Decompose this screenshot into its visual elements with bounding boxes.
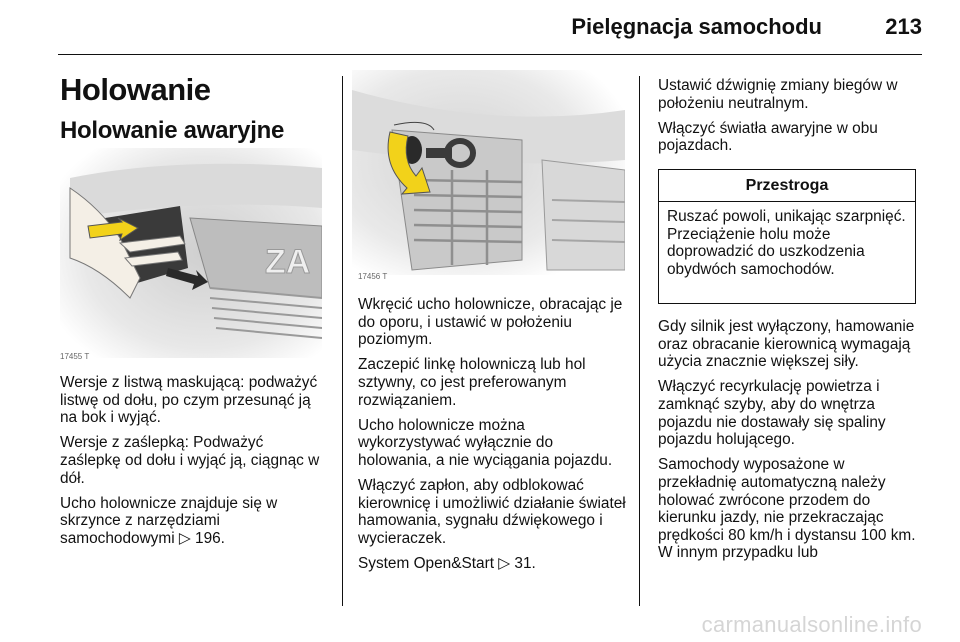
left-column-text	[60, 374, 328, 555]
figure-label: 17456 T	[358, 272, 388, 281]
figure-label: 17455 T	[60, 352, 90, 361]
page-header-title: Pielęgnacja samochodu	[571, 14, 822, 39]
column-divider-left	[342, 76, 343, 606]
paragraph: Ustawić dźwignię zmiany biegów w położeniu neutralnym.	[658, 77, 898, 112]
right-column-text-bottom	[658, 318, 920, 570]
warning-title: Przestroga	[659, 170, 915, 202]
figure-remove-cover	[60, 148, 322, 358]
svg-text:ZA: ZA	[265, 243, 311, 281]
section-heading: Holowanie	[60, 72, 211, 107]
paragraph: Włączyć zapłon, aby odblokować kierownicę i umożliwić działanie świateł hamowania, sygnału dźwiękowego i wycieraczek.	[358, 477, 626, 547]
paragraph: Włączyć światła awaryjne w obu pojazdach.	[658, 119, 878, 155]
warning-box	[658, 169, 916, 304]
footer-watermark: carmanualsonline.info	[701, 612, 922, 637]
figure-towing-eye	[352, 70, 625, 275]
paragraph: Samochody wyposażone w przekładnię automatyczną należy holować zwrócone przodem do kierunku jazdy, nie przekraczając prędkości 80 km/h i dystansu 100 km. W innym przypadku lub	[658, 456, 916, 562]
paragraph: Gdy silnik jest wyłączony, hamowanie oraz obracanie kierownicą wymagają użycia znacznie większej siły.	[658, 318, 915, 371]
middle-column-text	[358, 296, 626, 580]
paragraph: Zaczepić linkę holowniczą lub hol sztywny, co jest preferowanym rozwiązaniem.	[358, 356, 586, 409]
paragraph: Ucho holownicze można wykorzystywać wyłącznie do holowania, a nie wyciągania pojazdu.	[358, 416, 613, 469]
subsection-heading: Holowanie awaryjne	[60, 117, 285, 144]
column-divider-right	[639, 76, 640, 606]
paragraph: Ucho holownicze znajduje się w skrzynce z narzędziami samochodowymi ▷ 196.	[60, 494, 278, 547]
right-column-text-top	[658, 77, 918, 163]
paragraph: Włączyć recyrkulację powietrza i zamknąć szyby, aby do wnętrza pojazdu nie dostawały się spaliny pojazdu holującego.	[658, 378, 886, 449]
paragraph: Wkręcić ucho holownicze, obracając je do oporu, i ustawić w położeniu poziomym.	[358, 296, 623, 349]
header-rule	[58, 54, 922, 55]
paragraph: System Open&Start ▷ 31.	[358, 555, 536, 573]
paragraph: Wersje z zaślepką: Podważyć zaślepkę od dołu i wyjąć ją, ciągnąc w dół.	[60, 434, 320, 487]
page-number: 213	[885, 14, 922, 39]
warning-text: Ruszać powoli, unikając szarpnięć. Przeciążenie holu może doprowadzić do uszkodzenia obydwóch samochodów.	[667, 208, 906, 278]
paragraph: Wersje z listwą maskującą: podważyć listwę od dołu, po czym przesunąć ją na bok i wyjąć.	[60, 374, 318, 427]
